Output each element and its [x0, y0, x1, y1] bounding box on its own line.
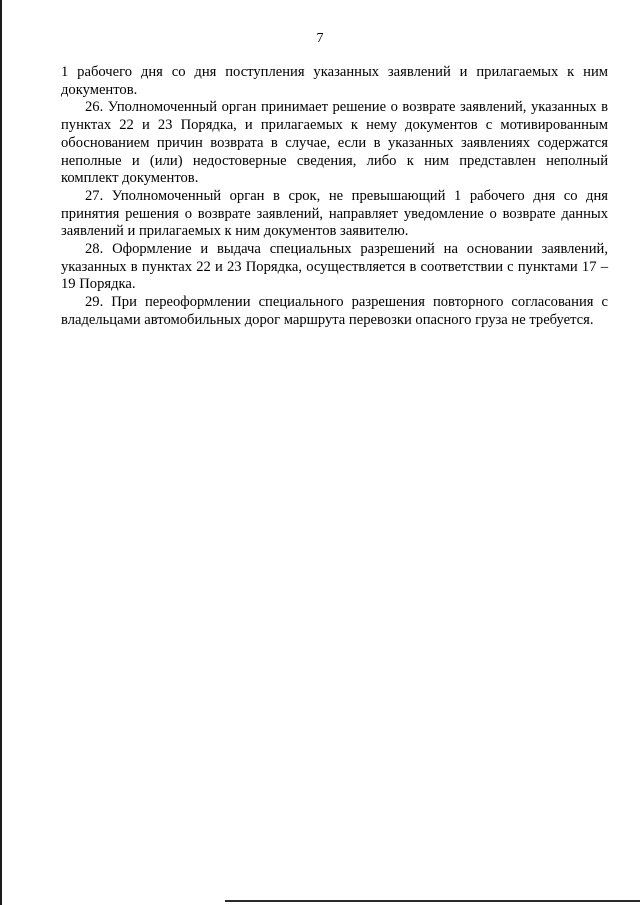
scan-edge-left [0, 0, 2, 905]
paragraph-27: 27. Уполномоченный орган в срок, не превышающий 1 рабочего дня со дня принятия решения о возврате заявлений, направляет уведомление о возврате данных заявлений и прилагаемых к ним документов заявителю. [61, 187, 608, 240]
document-body [61, 64, 608, 330]
paragraph-29: 29. При переоформлении специального разрешения повторного согласования с владельцами автомобильных дорог маршрута перевозки опасного груза не требуется. [61, 294, 608, 328]
paragraph-continuation: 1 рабочего дня со дня поступления указанных заявлений и прилагаемых к ним документов. [61, 64, 608, 98]
scan-edge-bottom [225, 900, 640, 902]
page-number: 7 [316, 31, 324, 46]
paragraph-26: 26. Уполномоченный орган принимает решение о возврате заявлений, указанных в пунктах 22 и 23 Порядка, и прилагаемых к нему документов с мотивированным обоснованием причин возврата в случае, если в указанных заявлениях содержатся неполные и (или) недостоверные сведения, либо к ним представлен неполный комплект документов. [61, 99, 608, 187]
paragraph-28: 28. Оформление и выдача специальных разрешений на основании заявлений, указанных в пунктах 22 и 23 Порядка, осуществляется в соответствии с пунктами 17 – 19 Порядка. [61, 241, 608, 293]
